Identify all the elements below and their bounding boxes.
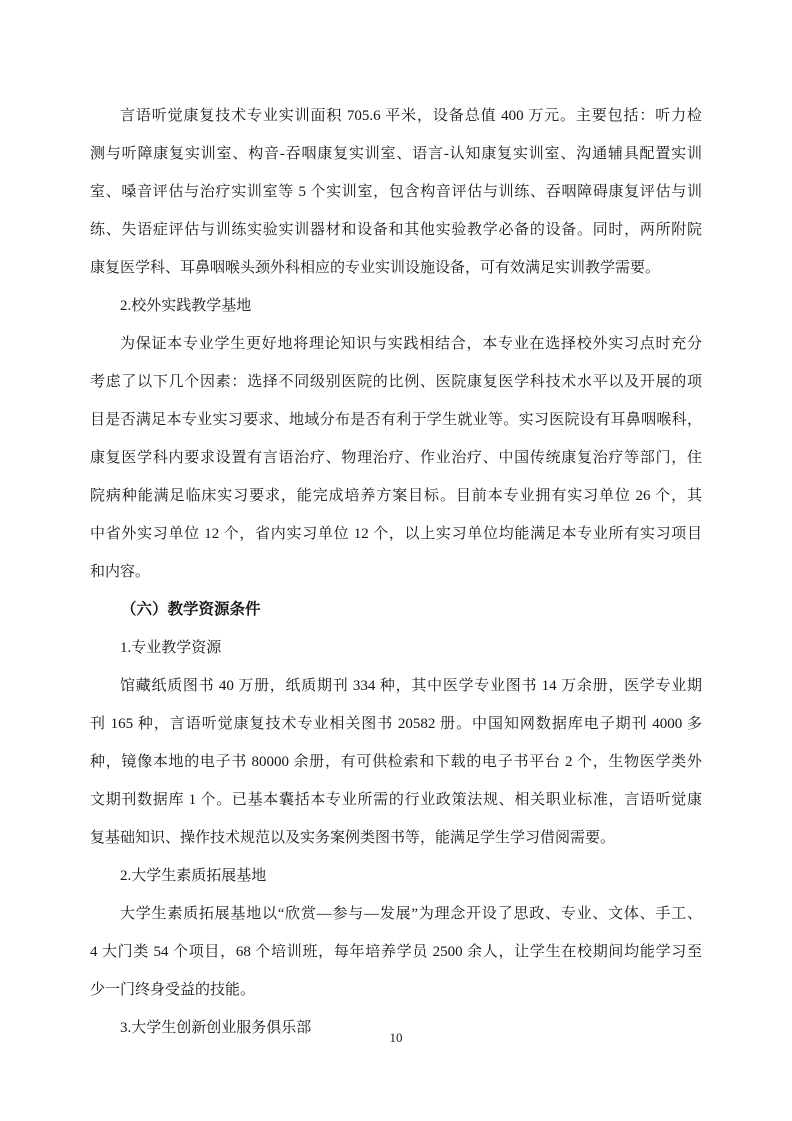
body-line: 和内容。 <box>90 564 151 580</box>
body-line: 4 大门类 54 个项目，68 个培训班，每年培养学员 2500 余人，让学生在校期间均能学习至 <box>90 944 702 960</box>
body-line: 种，镜像本地的电子书 80000 余册，有可供检索和下载的电子书平台 2 个，生物医学类外 <box>90 754 702 770</box>
body-line: 大学生素质拓展基地以“欣赏—参与—发展”为理念开设了思政、专业、文体、手工、 <box>120 906 702 922</box>
body-line: 练、失语症评估与训练实验实训器材和设备和其他实验教学必备的设备。同时，两所附院 <box>90 222 702 238</box>
subsection-heading: 3.大学生创新创业服务俱乐部 <box>120 1020 312 1036</box>
subsection-heading: 2.大学生素质拓展基地 <box>120 868 267 884</box>
body-line: 刊 165 种，言语听觉康复技术专业相关图书 20582 册。中国知网数据库电子期刊 4000 多 <box>90 716 702 732</box>
body-line: 馆藏纸质图书 40 万册，纸质期刊 334 种，其中医学专业图书 14 万余册，医学专业期 <box>120 678 702 694</box>
body-line: 为保证本专业学生更好地将理论知识与实践相结合，本专业在选择校外实习点时充分 <box>120 336 702 352</box>
body-line: 测与听障康复实训室、构音-吞咽康复实训室、语言-认知康复实训室、沟通辅具配置实训 <box>90 146 702 162</box>
body-line: 室、嗓音评估与治疗实训室等 5 个实训室，包含构音评估与训练、吞咽障碍康复评估与训 <box>90 184 702 200</box>
subsection-heading: 1.专业教学资源 <box>120 640 222 656</box>
body-line: 中省外实习单位 12 个，省内实习单位 12 个，以上实习单位均能满足本专业所有实习项目 <box>90 526 702 542</box>
body-line: 康复医学科内要求设置有言语治疗、物理治疗、作业治疗、中国传统康复治疗等部门，住 <box>90 450 702 466</box>
page-number: 10 <box>389 1030 403 1045</box>
subsection-heading: 2.校外实践教学基地 <box>120 298 252 314</box>
section-heading: （六）教学资源条件 <box>121 601 261 618</box>
body-line: 文期刊数据库 1 个。已基本囊括本专业所需的行业政策法规、相关职业标准，言语听觉康 <box>90 792 702 808</box>
body-line: 言语听觉康复技术专业实训面积 705.6 平米，设备总值 400 万元。主要包括：听力检 <box>120 108 702 124</box>
body-line: 院病种能满足临床实习要求，能完成培养方案目标。目前本专业拥有实习单位 26 个，其 <box>90 488 702 504</box>
body-line: 考虑了以下几个因素：选择不同级别医院的比例、医院康复医学科技术水平以及开展的项 <box>90 374 702 390</box>
body-line: 目是否满足本专业实习要求、地域分布是否有利于学生就业等。实习医院设有耳鼻咽喉科， <box>90 412 702 428</box>
document-body <box>90 97 702 1047</box>
body-line: 复基础知识、操作技术规范以及实务案例类图书等，能满足学生学习借阅需要。 <box>90 830 616 846</box>
body-line: 少一门终身受益的技能。 <box>90 982 256 998</box>
body-line: 康复医学科、耳鼻咽喉头颈外科相应的专业实训设施设备，可有效满足实训教学需要。 <box>90 260 661 276</box>
